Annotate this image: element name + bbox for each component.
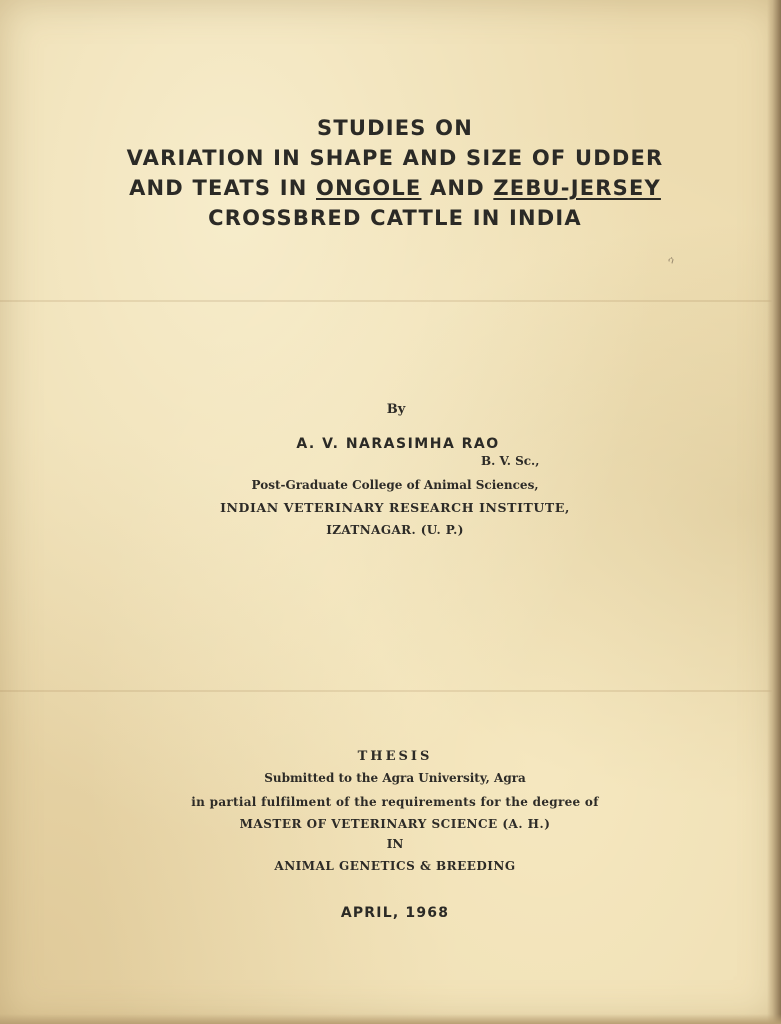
page-crease — [0, 300, 781, 302]
by-label: By — [386, 402, 406, 417]
subject-field: ANIMAL GENETICS & BREEDING — [274, 859, 516, 873]
page-crease — [0, 690, 781, 692]
thesis-title — [0, 113, 781, 233]
title-ongole: ONGOLE — [316, 176, 422, 200]
page-right-edge — [767, 0, 781, 1024]
title-line-2: VARIATION IN SHAPE AND SIZE OF UDDER — [126, 146, 664, 170]
title-line-1: STUDIES ON — [317, 116, 473, 140]
author-institute: INDIAN VETERINARY RESEARCH INSTITUTE, — [220, 500, 570, 515]
degree-name: MASTER OF VETERINARY SCIENCE (A. H.) — [239, 817, 551, 831]
author-place: IZATNAGAR. (U. P.) — [326, 523, 464, 537]
pencil-annotation: ሳ — [666, 254, 675, 267]
title-line-3-mid: AND — [421, 176, 494, 200]
thesis-heading: THESIS — [357, 749, 433, 764]
title-line-4: CROSSBRED CATTLE IN INDIA — [208, 206, 582, 230]
title-line-3 — [0, 173, 781, 203]
submission-line-2: in partial fulfilment of the requirements for the degree of — [191, 795, 599, 809]
submission-line-1: Submitted to the Agra University, Agra — [264, 771, 526, 785]
thesis-date: APRIL, 1968 — [340, 905, 450, 921]
page-bottom-edge — [0, 1014, 781, 1024]
author-name: A. V. NARASIMHA RAO — [296, 436, 500, 452]
title-zebu-jersey: ZEBU-JERSEY — [493, 176, 661, 200]
title-line-3-start: AND TEATS IN — [129, 176, 317, 200]
author-college: Post-Graduate College of Animal Sciences, — [251, 478, 539, 492]
submission-in: IN — [386, 837, 404, 851]
author-degree: B. V. Sc., — [481, 454, 540, 468]
